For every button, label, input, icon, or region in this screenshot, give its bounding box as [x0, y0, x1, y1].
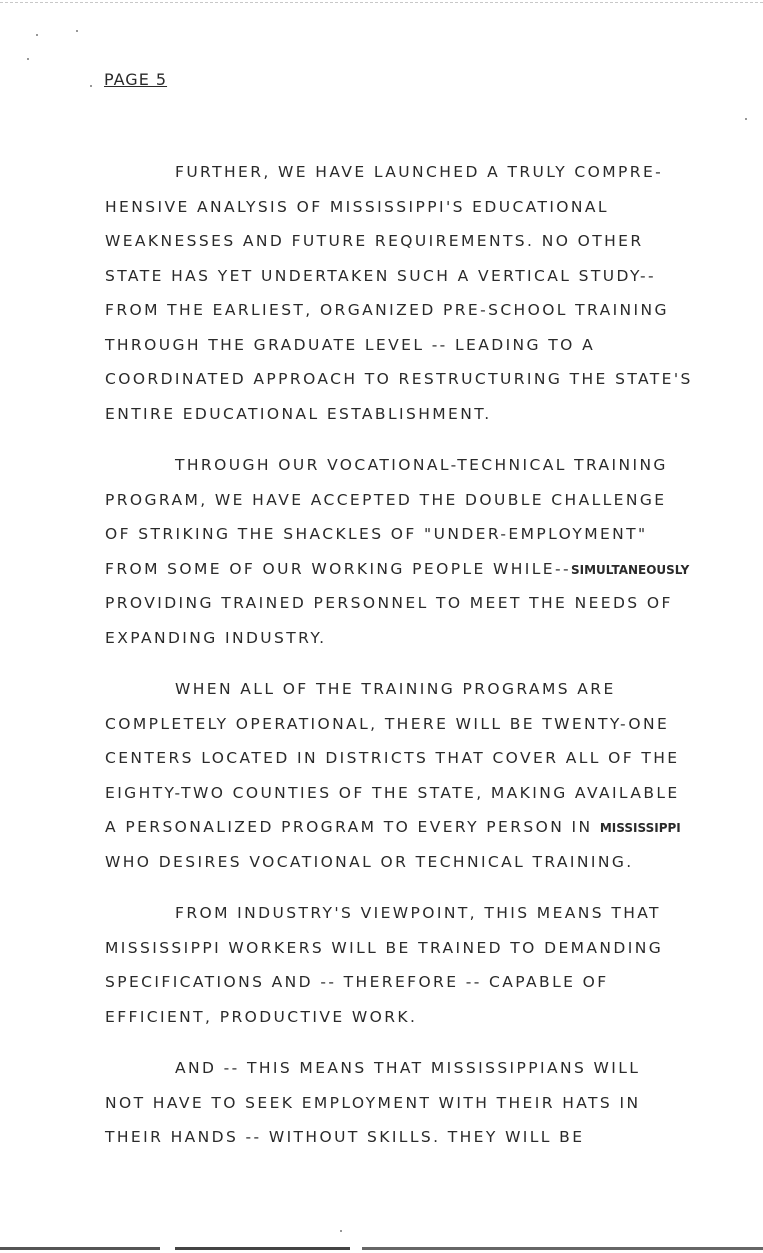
page-number-label: PAGE 5 [104, 70, 168, 89]
scan-speck [76, 30, 78, 32]
paragraph-2 [105, 448, 755, 655]
paragraph-3 [105, 672, 755, 879]
paragraph-gap [105, 879, 755, 896]
text-line: ENTIRE EDUCATIONAL ESTABLISHMENT. [105, 404, 492, 423]
text-line: COORDINATED APPROACH TO RESTRUCTURING THE STATE'S [105, 370, 693, 388]
text-line-part: FROM SOME OF OUR WORKING PEOPLE WHILE-- [105, 559, 571, 578]
text-line: CENTERS LOCATED IN DISTRICTS THAT COVER ALL OF THE [105, 749, 680, 767]
text-line: COMPLETELY OPERATIONAL, THERE WILL BE TWENTY-ONE [105, 714, 670, 733]
text-line: THROUGH THE GRADUATE LEVEL -- LEADING TO A [105, 335, 596, 354]
document-body [105, 155, 755, 1155]
scan-speck [36, 34, 38, 36]
text-line: AND -- THIS MEANS THAT MISSISSIPPIANS WILL [175, 1059, 641, 1077]
paragraph-gap [105, 431, 755, 448]
text-line: FROM INDUSTRY'S VIEWPOINT, THIS MEANS THAT [175, 904, 661, 922]
text-line: PROVIDING TRAINED PERSONNEL TO MEET THE NEEDS OF [105, 594, 673, 612]
text-line: EIGHTY-TWO COUNTIES OF THE STATE, MAKING AVAILABLE [105, 783, 680, 802]
text-line: THEIR HANDS -- WITHOUT SKILLS. THEY WILL BE [105, 1128, 585, 1146]
paragraph-gap [105, 1034, 755, 1051]
scan-speck [90, 85, 92, 87]
text-line: PROGRAM, WE HAVE ACCEPTED THE DOUBLE CHALLENGE [105, 490, 667, 509]
paragraph-5 [105, 1051, 755, 1155]
paragraph-1 [105, 155, 755, 431]
text-line: THROUGH OUR VOCATIONAL-TECHNICAL TRAINING [175, 456, 668, 474]
text-line: SPECIFICATIONS AND -- THEREFORE -- CAPABLE OF [105, 973, 609, 991]
text-line: NOT HAVE TO SEEK EMPLOYMENT WITH THEIR HATS IN [105, 1093, 641, 1112]
text-line: FROM THE EARLIEST, ORGANIZED PRE-SCHOOL TRAINING [105, 301, 669, 319]
text-line: HENSIVE ANALYSIS OF MISSISSIPPI'S EDUCATIONAL [105, 197, 609, 216]
scan-speck [745, 118, 747, 120]
paragraph-gap [105, 655, 755, 672]
text-line-with-insert [105, 810, 755, 845]
inserted-word: SIMULTANEOUSLY [570, 562, 690, 577]
text-line-part: A PERSONALIZED PROGRAM TO EVERY PERSON IN [105, 818, 593, 836]
page-bottom-edge [0, 1247, 763, 1250]
text-line: WEAKNESSES AND FUTURE REQUIREMENTS. NO OTHER [105, 232, 644, 250]
text-line-with-insert [105, 552, 755, 587]
text-line: OF STRIKING THE SHACKLES OF "UNDER-EMPLOYMENT" [105, 525, 648, 543]
text-line: WHEN ALL OF THE TRAINING PROGRAMS ARE [175, 680, 616, 698]
text-line: WHO DESIRES VOCATIONAL OR TECHNICAL TRAINING. [105, 852, 634, 871]
text-line: EFFICIENT, PRODUCTIVE WORK. [105, 1007, 418, 1026]
text-line: EXPANDING INDUSTRY. [105, 628, 327, 647]
paragraph-4 [105, 896, 755, 1034]
text-line: MISSISSIPPI WORKERS WILL BE TRAINED TO DEMANDING [105, 938, 664, 957]
text-line: STATE HAS YET UNDERTAKEN SUCH A VERTICAL STUDY-- [105, 266, 656, 285]
inserted-word: MISSISSIPPI [599, 821, 681, 835]
scan-speck [27, 58, 29, 60]
scan-speck [340, 1230, 342, 1232]
page-top-edge [0, 2, 763, 3]
text-line: FURTHER, WE HAVE LAUNCHED A TRULY COMPRE- [175, 163, 664, 181]
